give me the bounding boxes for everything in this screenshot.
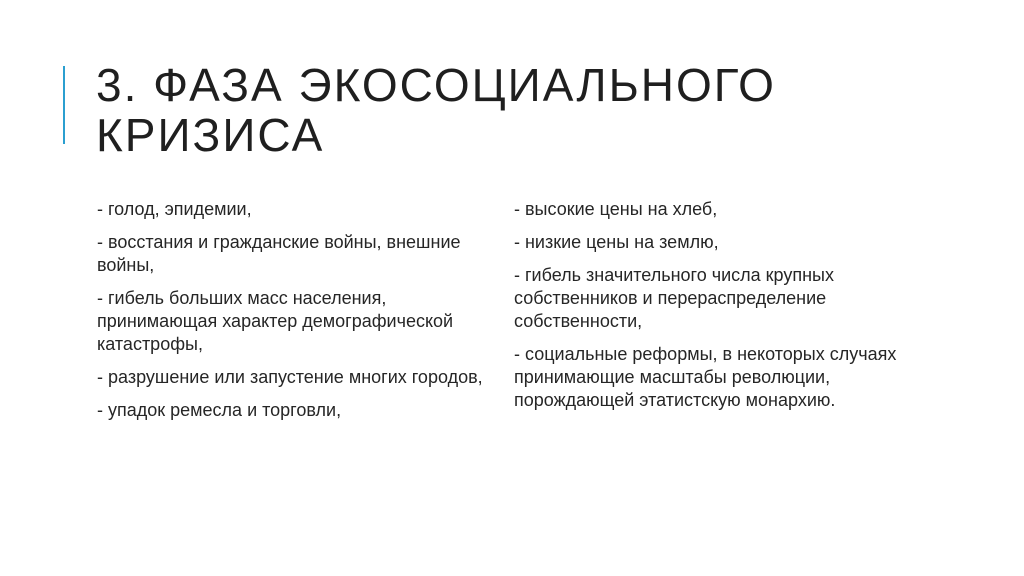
list-item: - голод, эпидемии, xyxy=(97,199,252,219)
list-item: - социальные реформы, в некоторых случаях принимающие масштабы революции, порождающей этатистскую монархию. xyxy=(514,344,897,410)
list-item: - низкие цены на землю, xyxy=(514,232,719,252)
list-item: - восстания и гражданские войны, внешние войны, xyxy=(97,232,461,275)
right-column-list xyxy=(514,198,909,422)
list-item: - гибель больших масс населения, принимающая характер демографической катастрофы, xyxy=(97,288,454,354)
title-accent-bar xyxy=(63,66,65,144)
list-item: - разрушение или запустение многих городов, xyxy=(97,367,483,387)
list-item: - гибель значительного числа крупных собственников и перераспределение собственности, xyxy=(514,265,834,331)
slide-title-line-2: КРИЗИСА xyxy=(96,109,325,161)
left-column-list xyxy=(97,198,492,432)
slide-title xyxy=(96,60,956,160)
slide-title-line-1: 3. ФАЗА ЭКОСОЦИАЛЬНОГО xyxy=(96,59,776,111)
list-item: - высокие цены на хлеб, xyxy=(514,199,718,219)
list-item: - упадок ремесла и торговли, xyxy=(97,400,342,420)
